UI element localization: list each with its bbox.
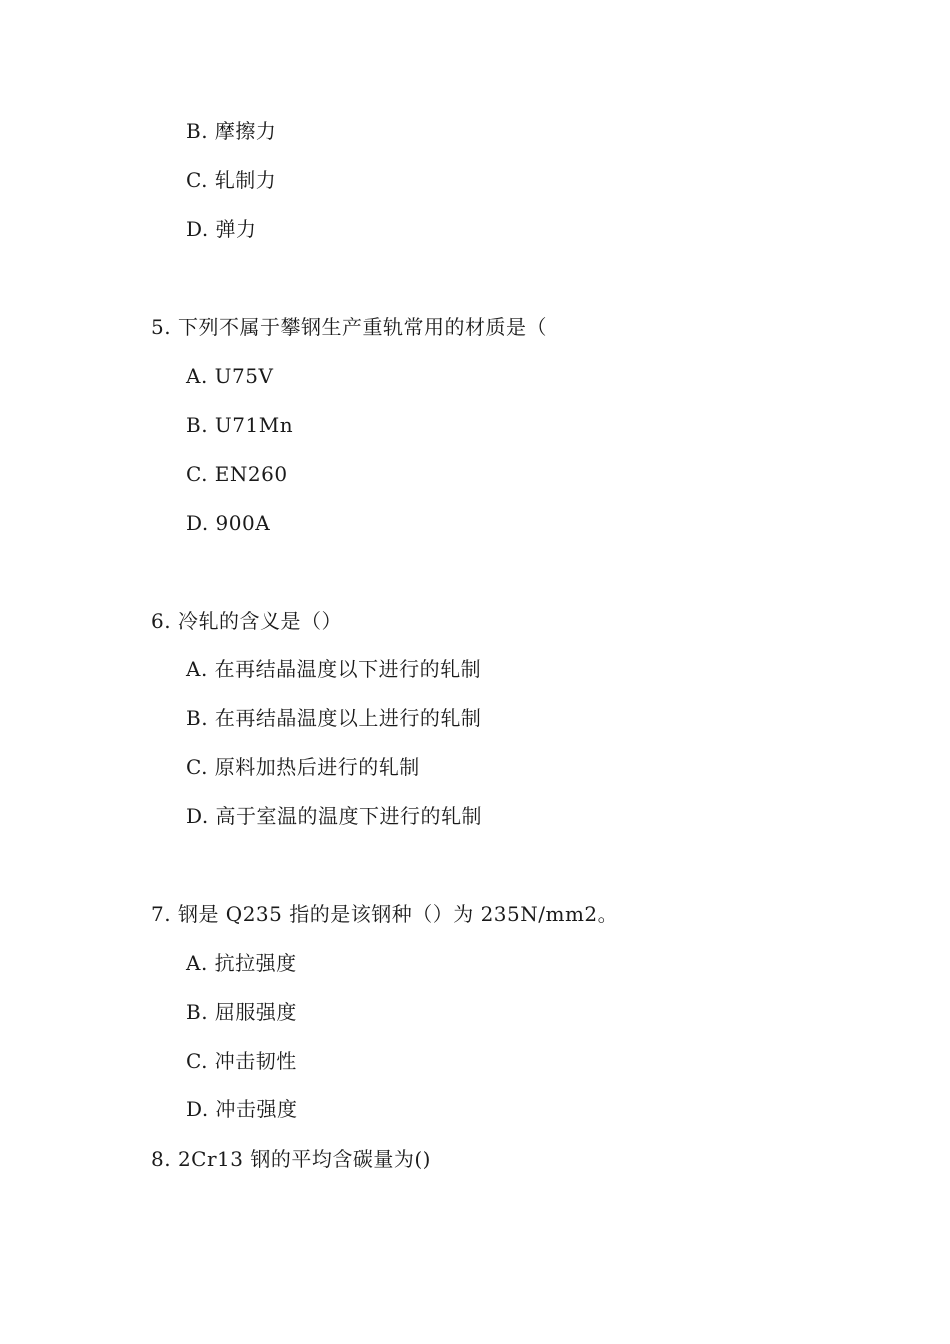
- q6-option-a: A. 在再结晶温度以下进行的轧制: [186, 657, 482, 681]
- q7-option-d: D. 冲击强度: [186, 1097, 298, 1121]
- q6-option-b: B. 在再结晶温度以上进行的轧制: [186, 706, 482, 730]
- q6-option-d: D. 高于室温的温度下进行的轧制: [186, 804, 483, 828]
- q8-stem: 8. 2Cr13 钢的平均含碳量为(): [151, 1147, 431, 1171]
- q6-option-c: C. 原料加热后进行的轧制: [186, 755, 420, 779]
- q7-option-b: B. 屈服强度: [186, 1000, 297, 1024]
- q5-option-b: B. U71Mn: [186, 413, 294, 437]
- q7-stem: 7. 钢是 Q235 指的是该钢种（）为 235N/mm2。: [151, 902, 619, 926]
- q4-option-c: C. 轧制力: [186, 168, 277, 192]
- q6-stem: 6. 冷轧的含义是（）: [151, 609, 342, 633]
- q7-option-c: C. 冲击韧性: [186, 1049, 297, 1073]
- q5-option-c: C. EN260: [186, 462, 288, 486]
- q4-option-d: D. 弹力: [186, 217, 257, 241]
- q5-stem: 5. 下列不属于攀钢生产重轨常用的材质是（: [151, 315, 547, 339]
- q4-option-b: B. 摩擦力: [186, 119, 277, 143]
- q5-option-d: D. 900A: [186, 511, 271, 535]
- q7-option-a: A. 抗拉强度: [186, 951, 297, 975]
- q5-option-a: A. U75V: [186, 364, 274, 388]
